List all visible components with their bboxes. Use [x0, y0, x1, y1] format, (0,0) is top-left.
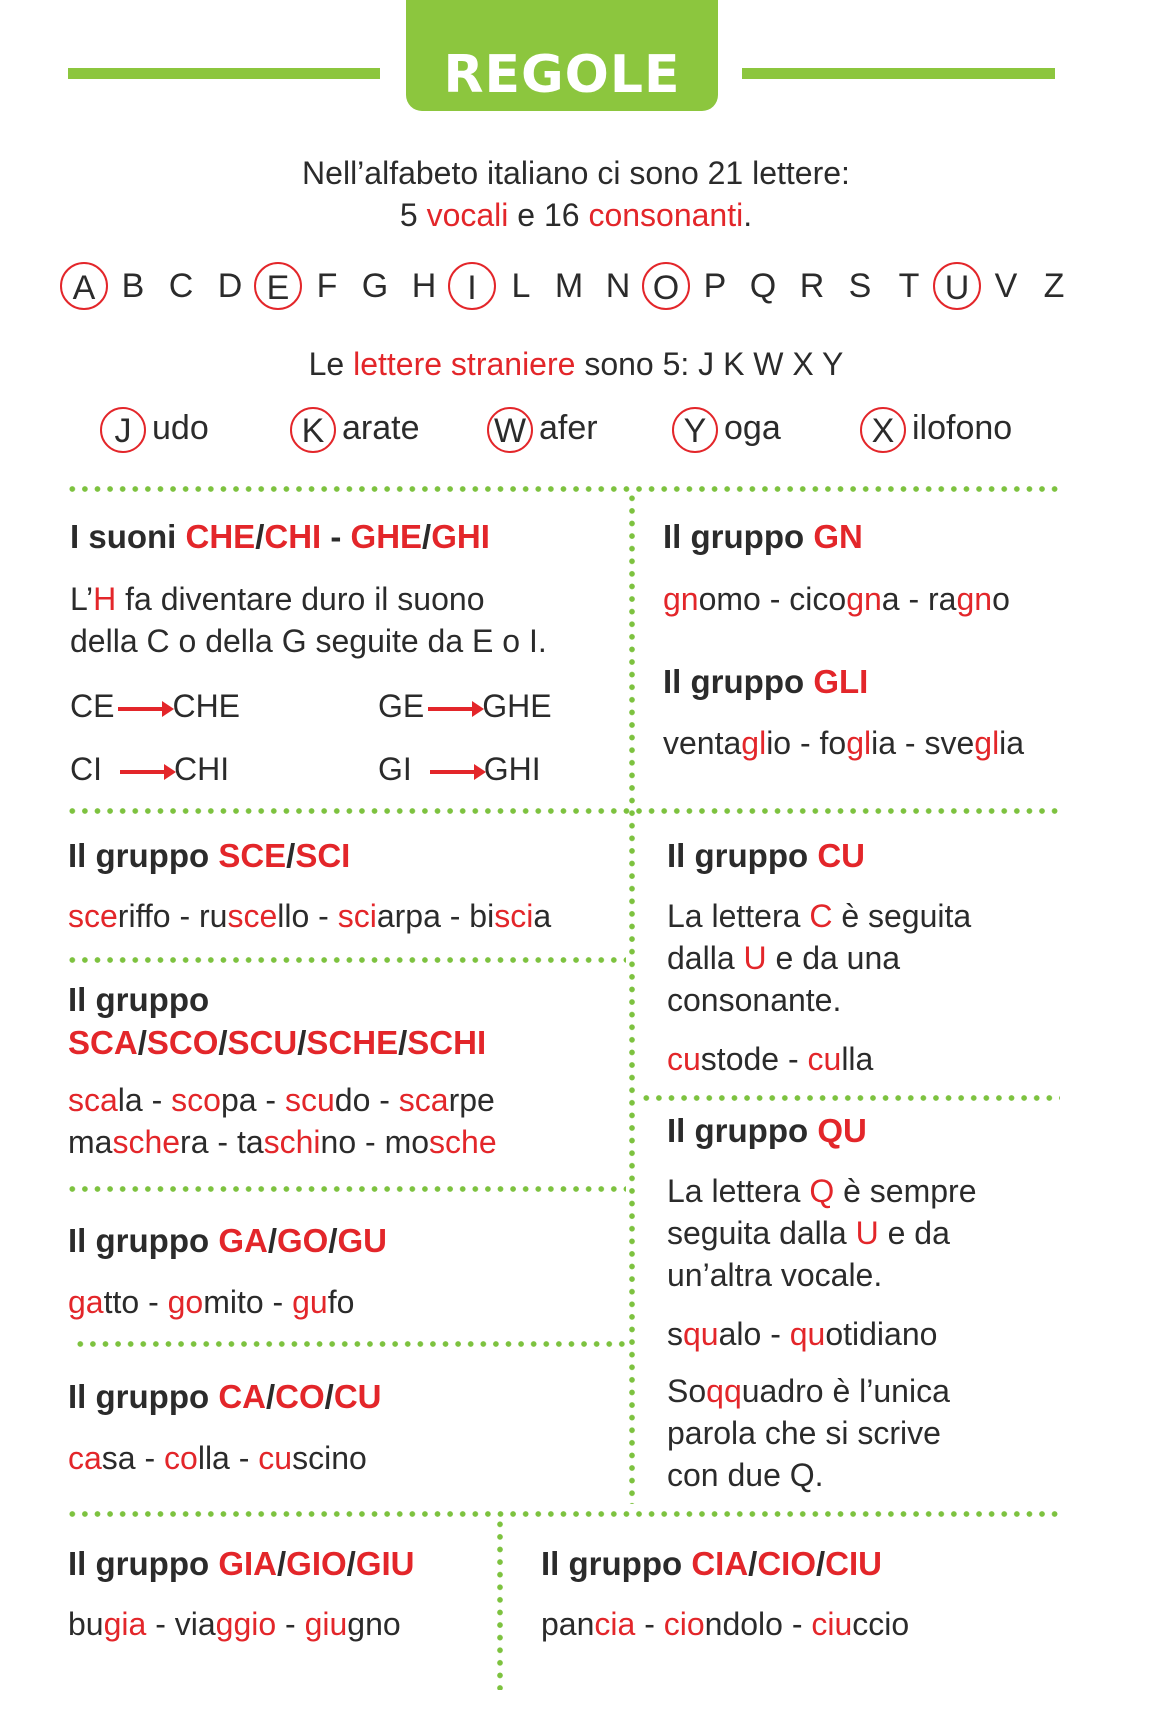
example-highlight: sce [227, 898, 278, 934]
example-highlight: gn [956, 581, 993, 617]
example-highlight: gl [741, 725, 767, 761]
title-red: GN [813, 518, 863, 555]
example-highlight: sca [398, 1082, 449, 1118]
title-red: GU [337, 1222, 387, 1259]
section-title-sce [68, 837, 350, 875]
section-title-gia [68, 1545, 415, 1583]
title-red: CO [275, 1378, 325, 1415]
consonant-letter: G [361, 267, 389, 305]
desc-text: fa diventare duro il suono [116, 581, 485, 617]
consonant-letter: P [703, 267, 727, 305]
title-sep: / [422, 518, 432, 555]
example-highlight: gu [292, 1284, 328, 1320]
consonant-letter: Q [749, 267, 777, 305]
che-description-1 [70, 578, 484, 620]
example-text: omo - cico [698, 581, 847, 617]
example-highlight: go [167, 1284, 204, 1320]
divider-sce [66, 957, 626, 963]
example-text: venta [663, 725, 742, 761]
title-sep: / [267, 1222, 277, 1259]
example-text: ia - sve [871, 725, 975, 761]
title-text: Il gruppo [68, 1222, 219, 1259]
pair-ge-ghe [378, 685, 552, 727]
arrow-right-icon [430, 770, 480, 774]
pair-from: GE [378, 688, 425, 724]
example-text: lla - [197, 1440, 259, 1476]
example-text: riffo - ru [117, 898, 228, 934]
title-red: CA [218, 1378, 266, 1415]
desc-text: La lettera [667, 898, 810, 934]
title-red: SCU [227, 1024, 298, 1061]
title-red: CIO [757, 1545, 816, 1582]
header-rule-right [742, 68, 1055, 79]
example-highlight: schi [263, 1124, 321, 1160]
title-red: SCA [68, 1024, 138, 1061]
note-text: uadro è l’unica [741, 1373, 950, 1409]
desc-red: U [743, 940, 767, 976]
example-text: no - mo [320, 1124, 430, 1160]
title-sep: / [816, 1545, 826, 1582]
ca-examples [68, 1437, 367, 1479]
title-text: Il gruppo [541, 1545, 692, 1582]
foreign-word [290, 404, 420, 454]
example-highlight: giu [304, 1606, 348, 1642]
example-highlight: cio [663, 1606, 705, 1642]
divider-bottom [66, 1511, 1062, 1517]
example-text: pa - [220, 1082, 285, 1118]
gli-examples [663, 722, 1024, 764]
foreign-word-rest: afer [539, 409, 598, 447]
foreign-text: sono 5: J K W X Y [575, 346, 844, 382]
vowel-letter: E [254, 262, 302, 310]
arrow-right-icon [428, 707, 478, 711]
pair-to: CHE [172, 688, 241, 724]
example-text: sa - [101, 1440, 165, 1476]
consonant-letter: L [511, 267, 531, 305]
cu-description-3: consonante. [667, 982, 842, 1018]
example-highlight: sche [429, 1124, 497, 1160]
title-text: Il gruppo [68, 837, 219, 874]
example-text: a [533, 898, 552, 934]
cu-examples [667, 1038, 873, 1080]
title-text: Il gruppo [667, 837, 818, 874]
sca-examples-2 [68, 1121, 497, 1163]
title-red: GIO [286, 1545, 347, 1582]
example-text: tto - [103, 1284, 168, 1320]
example-highlight: cu [807, 1041, 842, 1077]
intro-text: e 16 [508, 197, 589, 233]
example-text: scino [292, 1440, 367, 1476]
title-text: Il gruppo [68, 1378, 219, 1415]
title-text: Il gruppo [663, 663, 814, 700]
example-highlight: gl [974, 725, 1000, 761]
arrow-right-icon [118, 707, 168, 711]
cu-description-1 [667, 895, 971, 937]
example-text: s [667, 1316, 683, 1352]
pair-from: CI [70, 751, 102, 787]
consonant-letter: H [411, 267, 437, 305]
foreign-text: Le [308, 346, 354, 382]
section-title-gn [663, 518, 863, 556]
intro-text: 5 [399, 197, 427, 233]
desc-text: e da una [766, 940, 901, 976]
example-highlight: cu [667, 1041, 701, 1077]
title-red: GIU [355, 1545, 415, 1582]
example-text: llo - [277, 898, 338, 934]
example-text: lla [841, 1041, 874, 1077]
foreign-word-rest: udo [152, 409, 209, 447]
title-sep: / [286, 837, 296, 874]
example-highlight: qu [683, 1316, 719, 1352]
example-highlight: qu [789, 1316, 826, 1352]
foreign-letters-label: lettere straniere [353, 346, 576, 382]
consonant-letter: S [848, 267, 872, 305]
consonant-letter: D [217, 267, 243, 305]
section-subtitle-sca [68, 1024, 486, 1062]
desc-red: U [855, 1215, 879, 1251]
consonant-letter: T [898, 267, 920, 305]
example-text: fo [327, 1284, 355, 1320]
example-text: otidiano [825, 1316, 938, 1352]
consonants-label: consonanti [588, 197, 744, 233]
vowel-letter: A [60, 262, 108, 310]
example-text: ndolo - [704, 1606, 812, 1642]
example-text: ma [68, 1124, 113, 1160]
example-highlight: ga [68, 1284, 104, 1320]
consonant-letter: F [316, 267, 338, 305]
foreign-letter-circle: K [290, 407, 336, 453]
title-red: GO [276, 1222, 329, 1259]
sce-examples [68, 895, 551, 937]
consonant-letter: R [799, 267, 825, 305]
title-sep: / [218, 1024, 228, 1061]
example-text: bu [68, 1606, 104, 1642]
foreign-word [860, 404, 1012, 454]
divider-sca [66, 1186, 626, 1192]
section-title-ga [68, 1222, 387, 1260]
example-text: stode - [700, 1041, 808, 1077]
header-rule-left [68, 68, 380, 79]
desc-text: è seguita [832, 898, 972, 934]
foreign-letter-circle: X [860, 407, 906, 453]
divider-top [66, 486, 1062, 492]
example-text: o [992, 581, 1010, 617]
consonant-letter: M [554, 267, 584, 305]
foreign-letter-circle: J [100, 407, 146, 453]
example-highlight: sco [171, 1082, 221, 1118]
desc-red: Q [809, 1173, 835, 1209]
divider-ga [74, 1341, 626, 1347]
foreign-word [100, 404, 209, 454]
example-text: la - [117, 1082, 172, 1118]
qu-note-2: parola che si scrive [667, 1415, 941, 1451]
gn-examples [663, 578, 1010, 620]
foreign-word-rest: oga [724, 409, 781, 447]
example-highlight: sca [68, 1082, 118, 1118]
title-red: SCI [295, 837, 351, 874]
foreign-word-rest: ilofono [912, 409, 1013, 447]
example-text: - [276, 1606, 305, 1642]
example-text: - [635, 1606, 664, 1642]
desc-red: C [809, 898, 833, 934]
example-text: ra - ta [180, 1124, 264, 1160]
foreign-letter-circle: Y [672, 407, 718, 453]
foreign-letters-line [0, 346, 1152, 383]
title-red: GHI [431, 518, 490, 555]
section-title-qu [667, 1112, 867, 1150]
example-text: io - fo [766, 725, 847, 761]
example-text: pan [541, 1606, 595, 1642]
title-red: CU [817, 837, 865, 874]
pair-to: GHI [483, 751, 541, 787]
intro-line-2 [0, 197, 1152, 234]
section-title-cia [541, 1545, 882, 1583]
divider-bottom-center [497, 1518, 503, 1690]
example-highlight: gl [846, 725, 872, 761]
title-sep: / [137, 1024, 147, 1061]
consonant-letter: N [605, 267, 631, 305]
title-text: I suoni [70, 518, 186, 555]
title-red: CHI [264, 518, 322, 555]
example-highlight: gia [103, 1606, 147, 1642]
example-highlight: co [164, 1440, 198, 1476]
title-sep: / [297, 1024, 307, 1061]
pair-from: GI [378, 751, 412, 787]
title-sep: / [255, 518, 265, 555]
title-red: CIA [691, 1545, 749, 1582]
cia-examples [541, 1603, 909, 1645]
section-title-ca [68, 1378, 382, 1416]
desc-text: L’ [70, 581, 94, 617]
consonant-letter: V [994, 267, 1018, 305]
title-red: CIU [825, 1545, 883, 1582]
example-text: ccio [852, 1606, 910, 1642]
example-text: alo - [718, 1316, 790, 1352]
example-highlight: scu [284, 1082, 335, 1118]
title-red: SCHE [306, 1024, 399, 1061]
consonant-letter: B [121, 267, 145, 305]
qu-description-2 [667, 1212, 950, 1254]
vowel-letter: I [448, 262, 496, 310]
title-text: Il gruppo [663, 518, 814, 555]
title-sep: / [265, 1378, 276, 1415]
foreign-word [672, 404, 781, 454]
section-title-sca: Il gruppo [68, 981, 210, 1018]
che-description-2: della C o della G seguite da E o I. [70, 623, 547, 659]
title-text: Il gruppo [68, 1545, 219, 1582]
title-red: SCE [218, 837, 287, 874]
example-text: do - [334, 1082, 399, 1118]
qu-description-1 [667, 1170, 976, 1212]
title-red: GA [218, 1222, 268, 1259]
title-sep: / [398, 1024, 408, 1061]
title-red: GIA [218, 1545, 277, 1582]
note-text: So [667, 1373, 707, 1409]
title-red: CHE [185, 518, 256, 555]
qu-note-1 [667, 1370, 950, 1412]
example-text: a - ra [881, 581, 957, 617]
ga-examples [68, 1281, 354, 1323]
desc-text: La lettera [667, 1173, 810, 1209]
title-sep: / [328, 1222, 338, 1259]
pair-gi-ghi [378, 748, 541, 790]
sca-examples-1 [68, 1079, 495, 1121]
foreign-word [487, 404, 598, 454]
title-sep: / [276, 1545, 287, 1582]
foreign-word-rest: arate [342, 409, 420, 447]
title-text: Il gruppo [667, 1112, 818, 1149]
example-highlight: ciu [811, 1606, 853, 1642]
pair-ci-chi [70, 748, 229, 790]
intro-text: . [743, 197, 753, 233]
pair-to: GHE [482, 688, 552, 724]
example-text: gno [347, 1606, 401, 1642]
divider-cu-qu [640, 1095, 1060, 1101]
consonant-letter: Z [1043, 267, 1065, 305]
section-title-che [70, 518, 490, 556]
page-title: REGOLE [406, 0, 718, 111]
section-title-gli [663, 663, 868, 701]
title-red: SCHI [407, 1024, 487, 1061]
cu-description-2 [667, 937, 900, 979]
title-sep: / [324, 1378, 334, 1415]
example-highlight: sci [494, 898, 534, 934]
example-text: arpa - bi [376, 898, 495, 934]
qu-examples [667, 1313, 937, 1355]
pair-from: CE [70, 688, 115, 724]
intro-line-1: Nell’alfabeto italiano ci sono 21 lettere: [302, 155, 850, 191]
example-text: mito - [203, 1284, 293, 1320]
title-sep: / [346, 1545, 356, 1582]
alphabet-row [60, 262, 1065, 312]
title-red: SCO [146, 1024, 219, 1061]
desc-text: e da [878, 1215, 950, 1251]
example-highlight: ggio [215, 1606, 277, 1642]
divider-row-2 [66, 808, 1062, 814]
title-sep: - [321, 518, 351, 555]
vowel-letter: U [933, 262, 981, 310]
gia-examples [68, 1603, 401, 1645]
desc-text: dalla [667, 940, 744, 976]
example-highlight: sce [68, 898, 118, 934]
foreign-letter-circle: W [487, 407, 533, 453]
qu-description-3: un’altra vocale. [667, 1257, 883, 1293]
example-highlight: cia [594, 1606, 636, 1642]
title-sep: / [748, 1545, 758, 1582]
desc-text: seguita dalla [667, 1215, 856, 1251]
note-red: qq [706, 1373, 742, 1409]
title-red: QU [817, 1112, 867, 1149]
example-highlight: cu [258, 1440, 293, 1476]
pair-to: CHI [174, 751, 230, 787]
example-text: - via [146, 1606, 216, 1642]
example-highlight: sche [112, 1124, 181, 1160]
example-highlight: ca [68, 1440, 102, 1476]
example-highlight: gn [663, 581, 699, 617]
example-highlight: gn [846, 581, 882, 617]
consonant-letter: C [168, 267, 194, 305]
divider-center [629, 492, 635, 1504]
vowels-label: vocali [426, 197, 509, 233]
desc-text: è sempre [834, 1173, 977, 1209]
arrow-right-icon [120, 770, 170, 774]
example-text: ia [999, 725, 1025, 761]
title-red: GLI [813, 663, 869, 700]
title-red: CU [333, 1378, 382, 1415]
qu-note-3: con due Q. [667, 1457, 824, 1493]
pair-ce-che [70, 685, 240, 727]
desc-red: H [93, 581, 117, 617]
example-highlight: sci [337, 898, 377, 934]
vowel-letter: O [642, 262, 690, 310]
section-title-cu [667, 837, 865, 875]
title-red: GHE [350, 518, 423, 555]
example-text: rpe [448, 1082, 495, 1118]
